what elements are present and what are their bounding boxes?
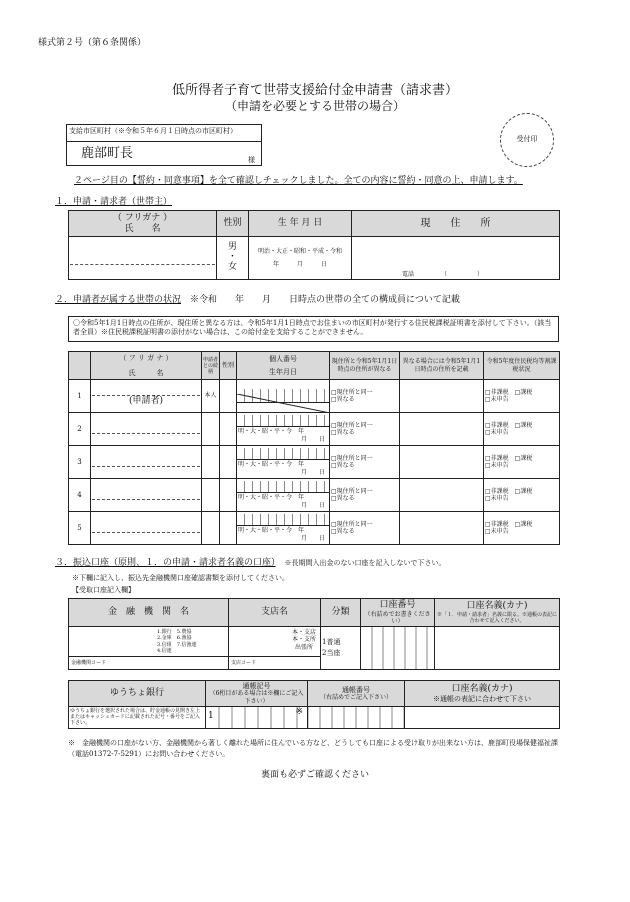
mynumber-label: 個人番号 [269,354,297,363]
address-header: 現 住 所 [352,211,560,237]
row-number: 3 [69,446,91,479]
applicant-name-field[interactable] [69,237,217,280]
bank-name-field[interactable] [69,627,229,670]
bank-code-row [69,656,228,669]
account-name-field[interactable] [435,627,560,670]
applicant-tag: (申請者) [128,395,164,406]
differ-option: □異なる [331,528,355,535]
mynumber-field[interactable] [237,479,330,512]
form-title: 低所得者子育て世帯支援給付金申請書（請求書） [171,83,458,98]
acct-name-sub: ※「１．申請・請求者」名義に限る。※通帳の表記に合わせて記入ください。 [436,611,557,624]
member-name-header [91,352,202,380]
relation-field[interactable] [202,446,220,479]
address-same-check[interactable] [330,512,400,545]
member-gender-field[interactable] [220,413,237,446]
address-same-check[interactable] [330,446,400,479]
symbol-label: 通帳記号 [242,682,271,690]
bank-account-table [68,598,560,670]
address-same-header: 現住所と令和5年1月1日時点の住所が異なる [330,352,400,380]
tax-status-check[interactable] [484,479,560,512]
dob-field[interactable] [249,237,352,280]
passbook-label: 通帳番号 [342,685,370,694]
name-label: 氏 名 [124,223,161,234]
passbook-sub: （右詰めでご記入下さい） [319,693,392,701]
relation-field[interactable] [202,413,220,446]
mynumber-dob-header [237,352,330,380]
mynumber-field[interactable] [237,413,330,446]
member-name-field[interactable] [91,446,202,479]
account-number-field[interactable] [361,627,435,670]
yucho-name-header [405,681,560,707]
form-subtitle: （申請を必要とする世帯の場合） [224,99,405,113]
tax-status-check[interactable] [484,512,560,545]
old-address-header: 異なる場合には令和5年1月1日時点の住所を記載 [400,352,484,380]
bank-name-header: 金 融 機 関 名 [69,599,229,627]
gender-header: 性別 [217,211,249,237]
branch-field[interactable] [229,627,321,670]
member-name-field[interactable] [91,479,202,512]
branch-header: 支店名 [229,599,321,627]
symbol-star: ※ [295,706,303,717]
section3-tail: ※長期間入出金のない口座を記入しないで下さい。 [284,559,446,567]
member-gender-header: 性別 [220,352,237,380]
era-short: 明・大・昭・平・令 [238,427,293,435]
member-name-field[interactable] [91,512,202,545]
old-address-field[interactable] [400,479,484,512]
member-gender-field[interactable] [220,380,237,413]
branch-code-row [229,656,320,669]
yucho-name-sub: ※通帳の表記に合わせて下さい [433,694,531,703]
acct-name-label: 口座名義(カナ) [466,601,528,612]
tax-status-check[interactable] [484,380,560,413]
symbol-header [206,681,308,707]
recipient-name: 鹿部町長 [81,146,134,161]
same-option: □現住所と同一 [331,388,373,396]
section2-title: ２．申請者が属する世帯の状況 [55,295,182,305]
acct-no-sub: （右詰めでお書きください） [364,610,431,625]
mynumber-field[interactable] [237,512,330,545]
row-number: 4 [69,479,91,512]
section3-note: ※下欄に記入し、振込先金融機関口座確認書類を添付してください。 [72,574,289,582]
undeclared-option: □未申告 [485,495,509,502]
row-num-header [69,352,91,380]
era-short: 明・大・昭・平・令 [238,493,293,501]
household-row [69,446,560,479]
branch-types: 本・支店 本・支所 出張所 [291,629,316,651]
yucho-name-field[interactable] [405,706,560,728]
category-header: 分類 [321,599,361,627]
same-option: □現住所と同一 [331,520,373,528]
household-table [68,351,560,545]
era-options: 明治・大正・昭和・平成・令和 [257,247,342,255]
symbol-prefix: 1 [208,710,214,721]
row-number: 2 [69,413,91,446]
old-address-field[interactable] [400,413,484,446]
relation-field: 本人 [202,380,220,413]
household-row [69,380,560,413]
same-option: □現住所と同一 [331,454,373,462]
row-number: 5 [69,512,91,545]
undeclared-option: □未申告 [485,396,509,403]
tax-status-header: 令和5年度住民税均等割課税状況 [484,352,560,380]
month-day-label: 月 日 [300,469,325,476]
diagonal-strike [237,394,330,413]
taxed-option: □非課税 □課税 [485,520,533,528]
year-label: 年 [298,427,305,435]
yucho-note: ゆうちょ銀行を選択された場合は、貯金通帳の見開き左上またはキャッシュカードに記載された記号・番号をご記入下さい。 [69,706,206,728]
differ-option: □異なる [331,462,355,469]
address-same-check[interactable] [330,413,400,446]
member-gender-field[interactable] [220,479,237,512]
section2-tail: ※令和 年 月 日時点の世帯の全ての構成員について記載 [190,295,460,305]
member-gender-field[interactable] [220,446,237,479]
passbook-field[interactable] [308,706,405,728]
acct-no-label: 口座番号 [379,600,416,610]
era-short: 明・大・昭・平・令 [238,526,293,534]
mynumber-field[interactable] [237,446,330,479]
member-name-label: 氏 名 [128,368,164,377]
member-furigana-label: （ フ リ ガ ナ ） [119,354,173,363]
era-short: 明・大・昭・平・令 [238,460,293,468]
symbol-field[interactable] [206,706,308,728]
confirmation-text: ２ページ目の【誓約・同意事項】を全て確認しチェックしました。全ての内容に誓約・同意の上、申請します。 [74,176,523,186]
year-label: 年 [298,526,305,534]
category-options[interactable]: 1普通 2当座 [321,627,361,670]
passbook-header [308,681,405,707]
honorific: 様 [248,155,255,164]
bank-code-label: 金融機関コード [71,660,107,666]
form-number: 様式第２号（第６条関係） [38,38,147,48]
section3-title: ３．振込口座（原則、１．の申請・請求者名義の口座） [55,558,276,568]
branch-code-label: 支店コード [231,660,257,666]
section2-heading [55,295,460,306]
applicant-table [68,210,560,280]
member-gender-field[interactable] [220,512,237,545]
relation-field[interactable] [202,479,220,512]
back-page-note: 裏面も必ずご確認ください [260,770,369,780]
taxed-option: □非課税 □課税 [485,454,533,462]
month-day-label: 月 日 [300,535,325,542]
bank-types: 1.銀行 5.農協 2.金庫 6.漁協 3.信組 7.信漁連 4.信連 [157,629,197,654]
row-number: 1 [69,380,91,413]
address-same-check[interactable] [330,380,400,413]
yucho-name-label: 口座名義(カナ) [451,683,513,694]
ymd-label: 年 月 日 [272,261,327,268]
section1-heading: １．申請・請求者（世帯主） [55,197,173,207]
tax-status-check[interactable] [484,446,560,479]
furigana-label: （ フリガナ ） [112,212,173,223]
mynumber-field[interactable] [237,380,330,413]
taxed-option: □非課税 □課税 [485,421,533,429]
year-label: 年 [298,493,305,501]
tax-status-check[interactable] [484,413,560,446]
address-same-check[interactable] [330,479,400,512]
relation-field[interactable] [202,512,220,545]
yucho-header: ゆうちょ銀行 [69,681,206,707]
old-address-field[interactable] [400,512,484,545]
phone-label: 電話 （ ） [402,270,484,278]
reception-stamp [500,113,554,167]
same-option: □現住所と同一 [331,421,373,429]
undeclared-option: □未申告 [485,462,509,469]
taxed-option: □非課税 □課税 [485,487,533,495]
differ-option: □異なる [331,396,355,403]
same-option: □現住所と同一 [331,487,373,495]
relation-header: 申請者との続柄 [202,352,220,380]
member-name-field[interactable] [91,380,202,413]
household-row [69,479,560,512]
recipient-box [66,124,262,166]
household-row [69,512,560,545]
receive-label: 【受取口座記入欄】 [72,586,135,594]
undeclared-option: □未申告 [485,528,509,535]
account-number-header [361,599,435,627]
taxed-option: □非課税 □課税 [485,388,533,396]
yucho-table [68,680,560,729]
gender-options[interactable]: 男 ・ 女 [217,237,249,280]
undeclared-option: □未申告 [485,429,509,436]
household-row [69,413,560,446]
member-dob-label: 生年月日 [269,368,297,376]
year-label: 年 [298,460,305,468]
account-name-header [435,599,560,627]
section2-note: 〇令和5年1月1日時点の住所が、現住所と異なる方は、令和5年1月1日時点でお住まいの市区町村が発行する住民税課税証明書を添付して下さい。（該当者全員）※住民税課税証明書の添付がない場合は、この給付金を支給することができません。 [68,316,559,342]
footer-note: ※ 金融機関の口座がない方、金融機関から著しく離れた場所に住んでいる方など、どうしても口座による受け取りが出来ない方は、鹿部町役場保健福祉課（電話01372-7-5291）にお問い合わせください。 [68,739,558,758]
furigana-name-header [69,211,217,237]
differ-option: □異なる [331,495,355,502]
dob-header: 生 年 月 日 [249,211,352,237]
stamp-label: 受付印 [516,135,538,143]
symbol-sub: （6桁目がある場合は※欄にご記入下さい） [209,690,304,705]
section3-heading [55,558,446,569]
old-address-field[interactable] [400,380,484,413]
old-address-field[interactable] [400,446,484,479]
month-day-label: 月 日 [300,436,325,443]
member-name-field[interactable] [91,413,202,446]
recipient-header: 支給市区町村（※令和５年６月１日時点の市区町村） [67,125,261,142]
differ-option: □異なる [331,429,355,436]
address-field[interactable] [352,237,560,280]
month-day-label: 月 日 [300,502,325,509]
